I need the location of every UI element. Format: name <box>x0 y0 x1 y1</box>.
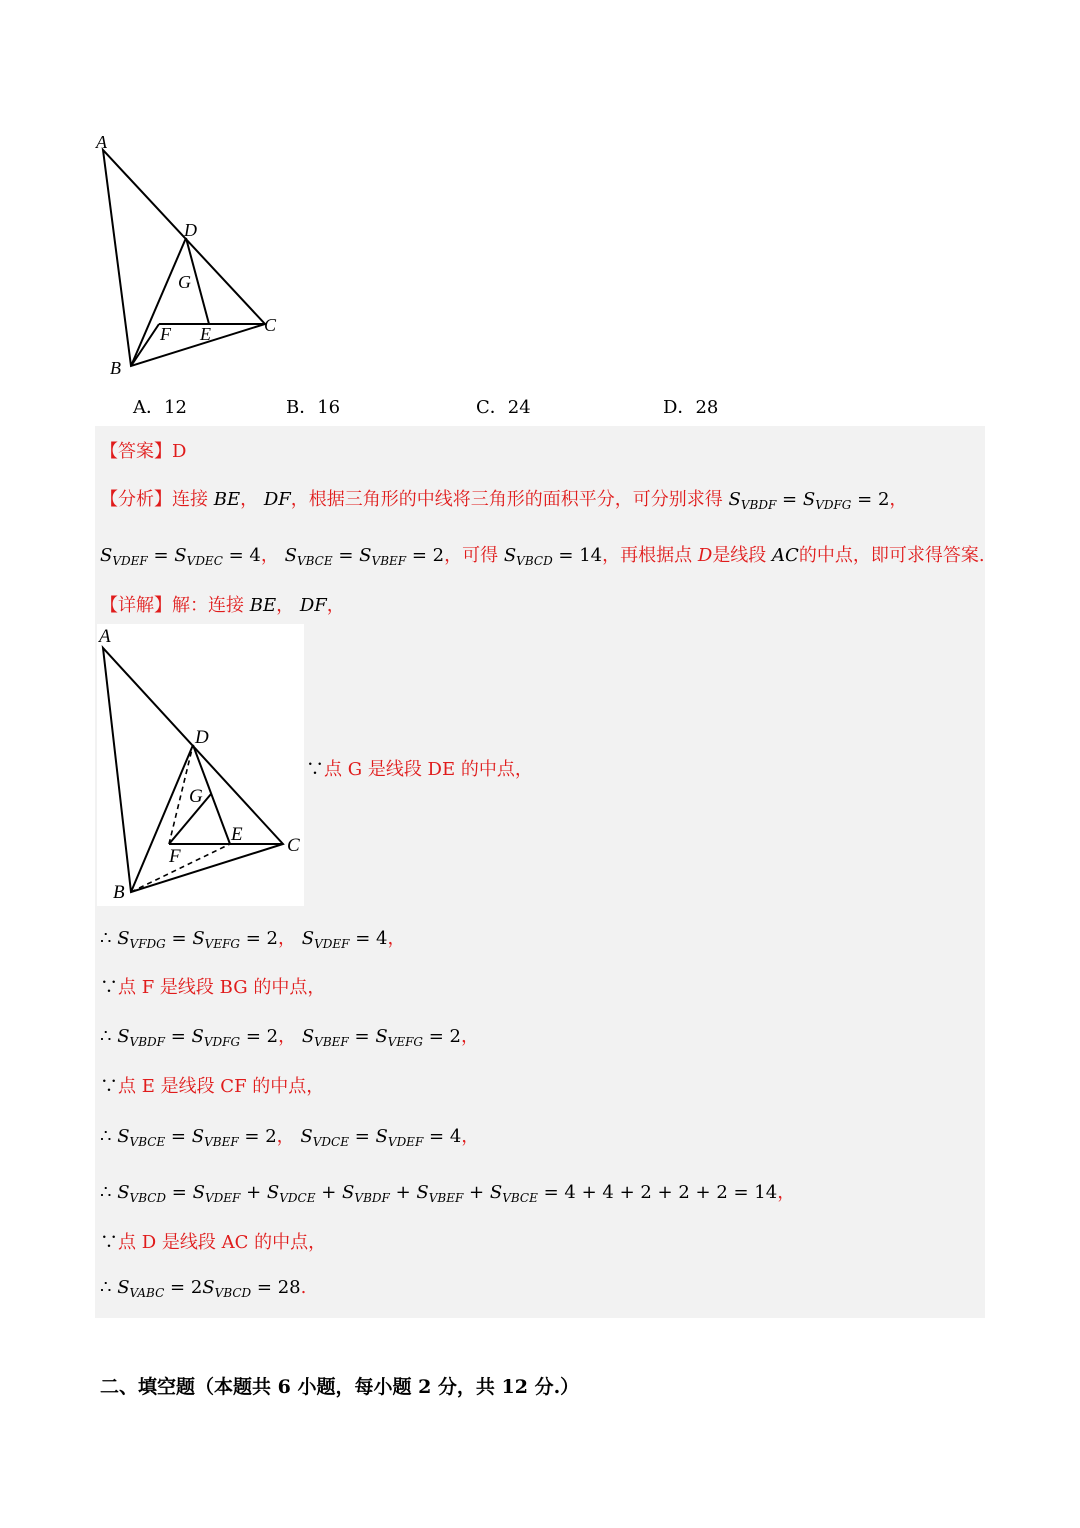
section-heading: 二、填空题（本题共 6 小题，每小题 2 分，共 12 分.） <box>100 1376 580 1398</box>
label-C2: C <box>287 835 300 856</box>
detail-step-1: ∵点 G 是线段 DE 的中点， <box>306 759 533 780</box>
triangle-figure-detail <box>97 624 304 906</box>
option-b: B．16 <box>286 397 341 418</box>
label-D: D <box>184 220 197 240</box>
label-A2: A <box>99 626 111 647</box>
answer-line: 【答案】D <box>100 441 187 462</box>
detail-step-9: ∴ $S_{VABC} = 2S_{VBCD} = 28$. <box>100 1277 307 1300</box>
label-B: B <box>110 358 121 378</box>
label-F: F <box>160 324 171 344</box>
label-G2: G <box>189 786 203 807</box>
label-F2: F <box>169 846 181 867</box>
option-c: C．24 <box>476 397 531 418</box>
label-G: G <box>178 272 191 292</box>
option-a: A．12 <box>133 397 187 418</box>
detail-step-7: ∴ $S_{VBCD} = S_{VDEF} + S_{VDCE} + S_{VBDF} + S_{VBEF} + S_{VBCE} = 4 + 4 + 2 + 2 + 2 = 14$， <box>100 1182 796 1205</box>
detail-step-3: ∵点 F 是线段 BG 的中点， <box>100 977 326 998</box>
detail-step-5: ∵点 E 是线段 CF 的中点， <box>100 1076 325 1097</box>
detail-step-8: ∵点 D 是线段 AC 的中点， <box>100 1232 327 1253</box>
label-E: E <box>200 324 211 344</box>
triangle-figure-question <box>92 128 292 378</box>
label-C: C <box>264 315 277 335</box>
label-D2: D <box>195 727 209 748</box>
analysis-line-1: 【分析】连接 BE， DF，根据三角形的中线将三角形的面积平分，可分别求得 $S_{VBDF} = S_{VDFG} = 2$， <box>100 489 908 512</box>
detail-step-2: ∴ $S_{VFDG} = S_{VEFG} = 2$， $S_{VDEF} = 4$， <box>100 928 406 951</box>
analysis-line-2: $S_{VDEF} = S_{VDEC} = 4$， $S_{VBCE} = S_{VBEF} = 2$，可得 $S_{VBCD} = 14$，再根据点 D是线段 AC的中点，即可求得答案. <box>100 545 985 568</box>
detail-step-6: ∴ $S_{VBCE} = S_{VBEF} = 2$， $S_{VDCE} = S_{VDEF} = 4$， <box>100 1126 480 1149</box>
label-B2: B <box>113 882 125 903</box>
label-A: A <box>96 132 107 152</box>
detail-line: 【详解】解：连接 BE， DF， <box>100 595 345 616</box>
label-E2: E <box>231 824 243 845</box>
option-d: D．28 <box>663 397 719 418</box>
detail-step-4: ∴ $S_{VBDF} = S_{VDFG} = 2$， $S_{VBEF} = S_{VEFG} = 2$， <box>100 1026 479 1049</box>
